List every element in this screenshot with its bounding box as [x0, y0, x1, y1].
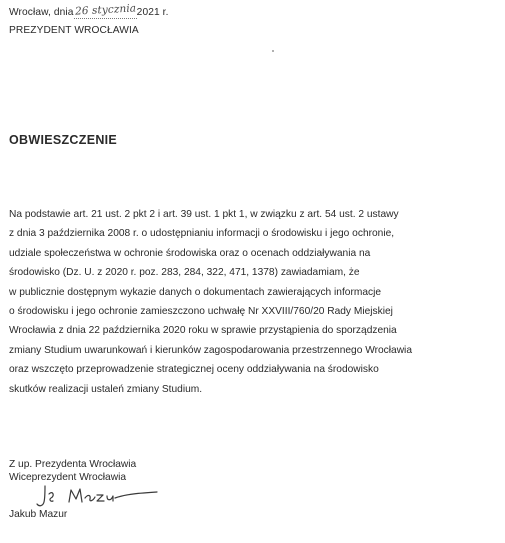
body-line: o środowisku i jego ochronie zamieszczono uchwałę Nr XXVIII/760/20 Rady Miejskiej [9, 306, 393, 318]
signatory-name: Jakub Mazur [9, 509, 68, 520]
issuer-name: PREZYDENT WROCŁAWIA [9, 25, 139, 36]
body-line: zmiany Studium uwarunkowań i kierunków zagospodarowania przestrzennego Wrocławia [9, 344, 412, 356]
body-line: środowisko (Dz. U. z 2020 r. poz. 283, 284, 322, 471, 1378) zawiadamiam, że [9, 267, 360, 279]
body-line: Na podstawie art. 21 ust. 2 pkt 2 i art. 39 ust. 1 pkt 1, w związku z art. 54 ust. 2 ustawy [9, 209, 399, 220]
body-line: skutków realizacji ustaleń zmiany Studium. [9, 383, 203, 395]
document-title: OBWIESZCZENIE [9, 133, 118, 147]
place-date-line [9, 2, 169, 18]
body-line: udziale społeczeństwa w ochronie środowiska oraz o ocenach oddziaływania na [9, 247, 371, 259]
body-line: w publicznie dostępnym wykazie danych o dokumentach zawierających informacje [9, 286, 382, 298]
body-line: oraz wszczęto przeprowadzenie strategicznej oceny oddziaływania na środowisko [9, 364, 379, 376]
year-suffix: 2021 r. [136, 7, 169, 18]
signature-block [9, 458, 209, 520]
handwritten-date: 26 stycznia [74, 2, 136, 18]
body-line: z dnia 3 października 2008 r. o udostępnianiu informacji o środowisku i jego ochronie, [9, 228, 395, 240]
scan-speck [272, 50, 274, 52]
announcement-body [9, 205, 499, 399]
signatory-role: Wiceprezydent Wrocławia [9, 472, 127, 483]
body-line: Wrocławia z dnia 22 października 2020 roku w sprawie przystąpienia do sporządzenia [9, 325, 397, 337]
place-prefix: Wrocław, dnia [9, 7, 74, 18]
signatory-authorization: Z up. Prezydenta Wrocławia [9, 459, 137, 470]
